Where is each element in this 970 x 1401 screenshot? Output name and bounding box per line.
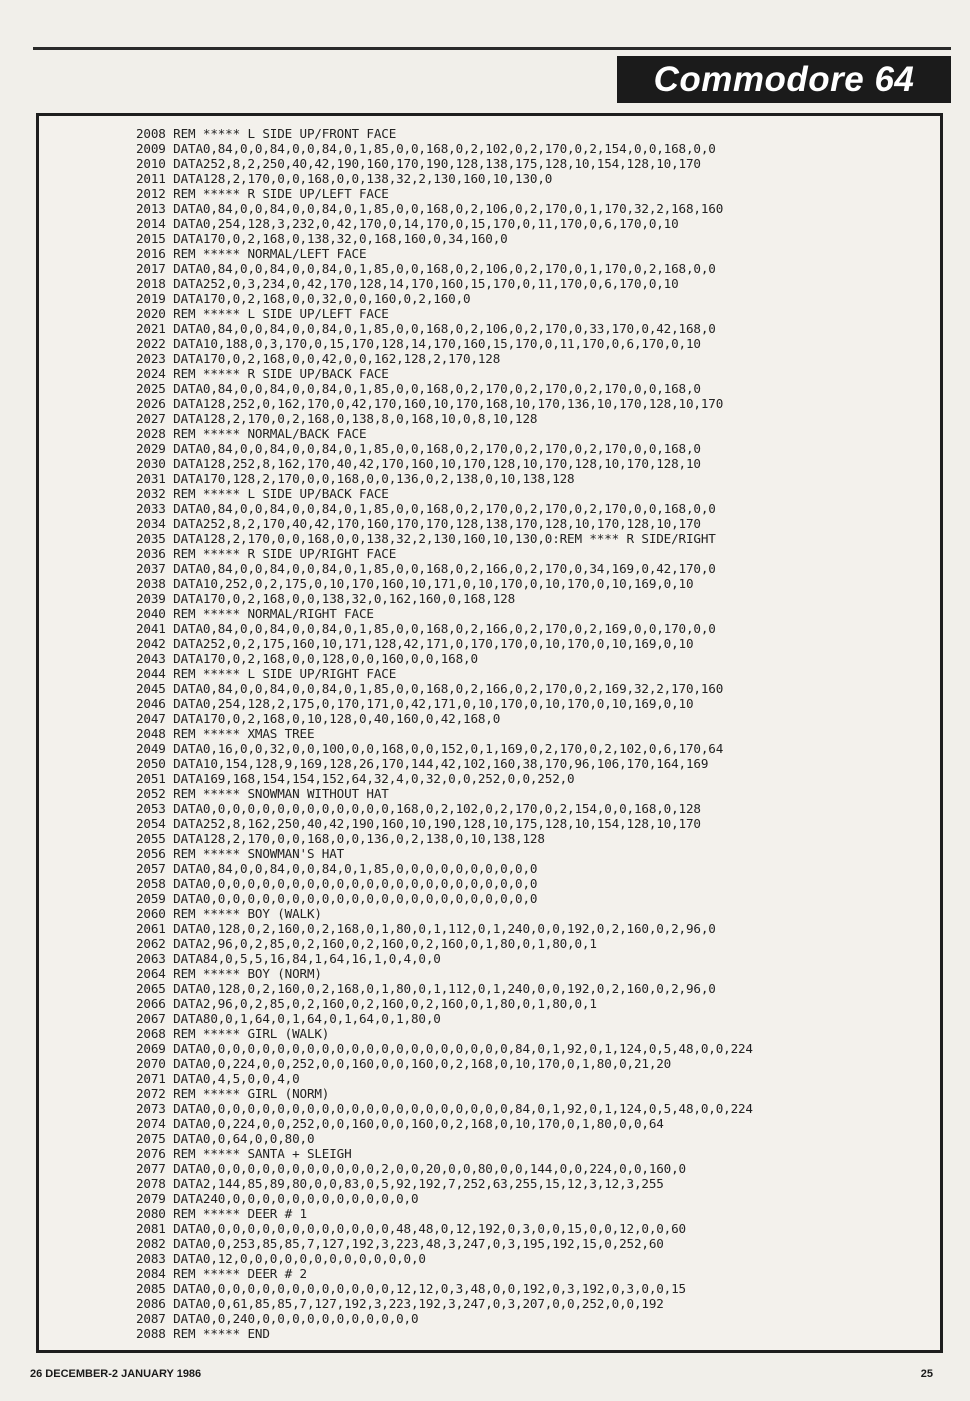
listing-line: 2018 DATA252,0,3,234,0,42,170,128,14,170,160,15,170,0,11,170,0,6,170,0,10 — [136, 276, 679, 291]
listing-line: 2061 DATA0,128,0,2,160,0,2,168,0,1,80,0,1,112,0,1,240,0,0,192,0,2,160,0,2,96,0 — [136, 921, 716, 936]
listing-line: 2021 DATA0,84,0,0,84,0,0,84,0,1,85,0,0,168,0,2,106,0,2,170,0,33,170,0,42,168,0 — [136, 321, 716, 336]
listing-line: 2047 DATA170,0,2,168,0,10,128,0,40,160,0,42,168,0 — [136, 711, 501, 726]
listing-line: 2024 REM ***** R SIDE UP/BACK FACE — [136, 366, 389, 381]
listing-line: 2045 DATA0,84,0,0,84,0,0,84,0,1,85,0,0,168,0,2,166,0,2,170,0,2,169,32,2,170,160 — [136, 681, 724, 696]
listing-line: 2023 DATA170,0,2,168,0,0,42,0,0,162,128,2,170,128 — [136, 351, 501, 366]
listing-line: 2014 DATA0,254,128,3,232,0,42,170,0,14,170,0,15,170,0,11,170,0,6,170,0,10 — [136, 216, 679, 231]
listing-line: 2086 DATA0,0,61,85,85,7,127,192,3,223,192,3,247,0,3,207,0,0,252,0,0,192 — [136, 1296, 664, 1311]
listing-line: 2048 REM ***** XMAS TREE — [136, 726, 315, 741]
listing-line: 2068 REM ***** GIRL (WALK) — [136, 1026, 330, 1041]
listing-line: 2042 DATA252,0,2,175,160,10,171,128,42,171,0,170,170,0,10,170,0,10,169,0,10 — [136, 636, 694, 651]
listing-line: 2012 REM ***** R SIDE UP/LEFT FACE — [136, 186, 389, 201]
top-rule — [33, 47, 951, 50]
listing-line: 2028 REM ***** NORMAL/BACK FACE — [136, 426, 367, 441]
listing-line: 2016 REM ***** NORMAL/LEFT FACE — [136, 246, 367, 261]
listing-line: 2071 DATA0,4,5,0,0,4,0 — [136, 1071, 300, 1086]
listing-line: 2034 DATA252,8,2,170,40,42,170,160,170,170,128,138,170,128,10,170,128,10,170 — [136, 516, 701, 531]
listing-line: 2056 REM ***** SNOWMAN'S HAT — [136, 846, 345, 861]
listing-line: 2025 DATA0,84,0,0,84,0,0,84,0,1,85,0,0,168,0,2,170,0,2,170,0,2,170,0,0,168,0 — [136, 381, 701, 396]
listing-line: 2060 REM ***** BOY (WALK) — [136, 906, 322, 921]
listing-line: 2069 DATA0,0,0,0,0,0,0,0,0,0,0,0,0,0,0,0,0,0,0,0,0,84,0,1,92,0,1,124,0,5,48,0,0,224 — [136, 1041, 753, 1056]
listing-line: 2043 DATA170,0,2,168,0,0,128,0,0,160,0,0,168,0 — [136, 651, 478, 666]
listing-line: 2046 DATA0,254,128,2,175,0,170,171,0,42,171,0,10,170,0,10,170,0,10,169,0,10 — [136, 696, 694, 711]
listing-line: 2050 DATA10,154,128,9,169,128,26,170,144,42,102,160,38,170,96,106,170,164,169 — [136, 756, 709, 771]
listing-line: 2017 DATA0,84,0,0,84,0,0,84,0,1,85,0,0,168,0,2,106,0,2,170,0,1,170,0,2,168,0,0 — [136, 261, 716, 276]
listing-line: 2013 DATA0,84,0,0,84,0,0,84,0,1,85,0,0,168,0,2,106,0,2,170,0,1,170,32,2,168,160 — [136, 201, 724, 216]
listing-line: 2073 DATA0,0,0,0,0,0,0,0,0,0,0,0,0,0,0,0,0,0,0,0,0,84,0,1,92,0,1,124,0,5,48,0,0,224 — [136, 1101, 753, 1116]
listing-line: 2019 DATA170,0,2,168,0,0,32,0,0,160,0,2,160,0 — [136, 291, 471, 306]
listing-line: 2074 DATA0,0,224,0,0,252,0,0,160,0,0,160,0,2,168,0,10,170,0,1,80,0,0,64 — [136, 1116, 664, 1131]
listing-line: 2062 DATA2,96,0,2,85,0,2,160,0,2,160,0,2,160,0,1,80,0,1,80,0,1 — [136, 936, 597, 951]
listing-line: 2022 DATA10,188,0,3,170,0,15,170,128,14,170,160,15,170,0,11,170,0,6,170,0,10 — [136, 336, 701, 351]
listing-line: 2058 DATA0,0,0,0,0,0,0,0,0,0,0,0,0,0,0,0,0,0,0,0,0,0,0 — [136, 876, 538, 891]
listing-line: 2085 DATA0,0,0,0,0,0,0,0,0,0,0,0,0,12,12,0,3,48,0,0,192,0,3,192,0,3,0,0,15 — [136, 1281, 686, 1296]
listing-line: 2052 REM ***** SNOWMAN WITHOUT HAT — [136, 786, 389, 801]
listing-line: 2037 DATA0,84,0,0,84,0,0,84,0,1,85,0,0,168,0,2,166,0,2,170,0,34,169,0,42,170,0 — [136, 561, 716, 576]
listing-line: 2040 REM ***** NORMAL/RIGHT FACE — [136, 606, 374, 621]
listing-line: 2041 DATA0,84,0,0,84,0,0,84,0,1,85,0,0,168,0,2,166,0,2,170,0,2,169,0,0,170,0,0 — [136, 621, 716, 636]
listing-line: 2066 DATA2,96,0,2,85,0,2,160,0,2,160,0,2,160,0,1,80,0,1,80,0,1 — [136, 996, 597, 1011]
listing-line: 2033 DATA0,84,0,0,84,0,0,84,0,1,85,0,0,168,0,2,170,0,2,170,0,2,170,0,0,168,0,0 — [136, 501, 716, 516]
listing-line: 2030 DATA128,252,8,162,170,40,42,170,160,10,170,128,10,170,128,10,170,128,10 — [136, 456, 701, 471]
issue-date: 26 DECEMBER-2 JANUARY 1986 — [30, 1368, 202, 1380]
listing-line: 2031 DATA170,128,2,170,0,0,168,0,0,136,0,2,138,0,10,138,128 — [136, 471, 575, 486]
listing-line: 2038 DATA10,252,0,2,175,0,10,170,160,10,171,0,10,170,0,10,170,0,10,169,0,10 — [136, 576, 694, 591]
listing-line: 2044 REM ***** L SIDE UP/RIGHT FACE — [136, 666, 397, 681]
listing-line: 2067 DATA80,0,1,64,0,1,64,0,1,64,0,1,80,0 — [136, 1011, 441, 1026]
program-listing-box — [36, 113, 943, 1353]
page-number: 25 — [920, 1368, 933, 1380]
listing-line: 2063 DATA84,0,5,5,16,84,1,64,16,1,0,4,0,0 — [136, 951, 441, 966]
listing-line: 2055 DATA128,2,170,0,0,168,0,0,136,0,2,138,0,10,138,128 — [136, 831, 545, 846]
listing-line: 2080 REM ***** DEER # 1 — [136, 1206, 307, 1221]
listing-line: 2026 DATA128,252,0,162,170,0,42,170,160,10,170,168,10,170,136,10,170,128,10,170 — [136, 396, 724, 411]
listing-line: 2054 DATA252,8,162,250,40,42,190,160,10,190,128,10,175,128,10,154,128,10,170 — [136, 816, 701, 831]
section-title-banner — [617, 56, 951, 103]
listing-line: 2075 DATA0,0,64,0,0,80,0 — [136, 1131, 315, 1146]
listing-line: 2072 REM ***** GIRL (NORM) — [136, 1086, 330, 1101]
listing-line: 2036 REM ***** R SIDE UP/RIGHT FACE — [136, 546, 397, 561]
listing-line: 2064 REM ***** BOY (NORM) — [136, 966, 322, 981]
listing-line: 2076 REM ***** SANTA + SLEIGH — [136, 1146, 352, 1161]
listing-line: 2082 DATA0,0,253,85,85,7,127,192,3,223,48,3,247,0,3,195,192,15,0,252,60 — [136, 1236, 664, 1251]
listing-line: 2087 DATA0,0,240,0,0,0,0,0,0,0,0,0,0,0 — [136, 1311, 419, 1326]
listing-line: 2081 DATA0,0,0,0,0,0,0,0,0,0,0,0,0,48,48,0,12,192,0,3,0,0,15,0,0,12,0,0,60 — [136, 1221, 686, 1236]
listing-line: 2078 DATA2,144,85,89,80,0,0,83,0,5,92,192,7,252,63,255,15,12,3,12,3,255 — [136, 1176, 664, 1191]
listing-line: 2032 REM ***** L SIDE UP/BACK FACE — [136, 486, 389, 501]
listing-line: 2035 DATA128,2,170,0,0,168,0,0,138,32,2,130,160,10,130,0:REM **** R SIDE/RIGHT — [136, 531, 716, 546]
listing-line: 2077 DATA0,0,0,0,0,0,0,0,0,0,0,0,2,0,0,20,0,0,80,0,0,144,0,0,224,0,0,160,0 — [136, 1161, 686, 1176]
listing-line: 2020 REM ***** L SIDE UP/LEFT FACE — [136, 306, 389, 321]
listing-line: 2065 DATA0,128,0,2,160,0,2,168,0,1,80,0,1,112,0,1,240,0,0,192,0,2,160,0,2,96,0 — [136, 981, 716, 996]
listing-line: 2008 REM ***** L SIDE UP/FRONT FACE — [136, 126, 397, 141]
listing-line: 2070 DATA0,0,224,0,0,252,0,0,160,0,0,160,0,2,168,0,10,170,0,1,80,0,21,20 — [136, 1056, 672, 1071]
listing-line: 2015 DATA170,0,2,168,0,138,32,0,168,160,0,34,160,0 — [136, 231, 508, 246]
listing-line: 2011 DATA128,2,170,0,0,168,0,0,138,32,2,130,160,10,130,0 — [136, 171, 553, 186]
listing-line: 2009 DATA0,84,0,0,84,0,0,84,0,1,85,0,0,168,0,2,102,0,2,170,0,2,154,0,0,168,0,0 — [136, 141, 716, 156]
listing-line: 2084 REM ***** DEER # 2 — [136, 1266, 307, 1281]
section-title: Commodore 64 — [653, 60, 915, 99]
program-listing — [136, 126, 936, 1341]
listing-line: 2051 DATA169,168,154,154,152,64,32,4,0,32,0,0,252,0,0,252,0 — [136, 771, 575, 786]
listing-line: 2079 DATA240,0,0,0,0,0,0,0,0,0,0,0,0,0 — [136, 1191, 419, 1206]
listing-line: 2039 DATA170,0,2,168,0,0,138,32,0,162,160,0,168,128 — [136, 591, 516, 606]
listing-line: 2057 DATA0,84,0,0,84,0,0,84,0,1,85,0,0,0,0,0,0,0,0,0,0 — [136, 861, 538, 876]
listing-line: 2029 DATA0,84,0,0,84,0,0,84,0,1,85,0,0,168,0,2,170,0,2,170,0,2,170,0,0,168,0 — [136, 441, 701, 456]
listing-line: 2053 DATA0,0,0,0,0,0,0,0,0,0,0,0,0,168,0,2,102,0,2,170,0,2,154,0,0,168,0,128 — [136, 801, 701, 816]
listing-line: 2027 DATA128,2,170,0,2,168,0,138,8,0,168,10,0,8,10,128 — [136, 411, 538, 426]
listing-line: 2083 DATA0,12,0,0,0,0,0,0,0,0,0,0,0,0,0 — [136, 1251, 426, 1266]
listing-line: 2049 DATA0,16,0,0,32,0,0,100,0,0,168,0,0,152,0,1,169,0,2,170,0,2,102,0,6,170,64 — [136, 741, 724, 756]
listing-line: 2010 DATA252,8,2,250,40,42,190,160,170,190,128,138,175,128,10,154,128,10,170 — [136, 156, 701, 171]
listing-line: 2088 REM ***** END — [136, 1326, 270, 1341]
listing-line: 2059 DATA0,0,0,0,0,0,0,0,0,0,0,0,0,0,0,0,0,0,0,0,0,0,0 — [136, 891, 538, 906]
